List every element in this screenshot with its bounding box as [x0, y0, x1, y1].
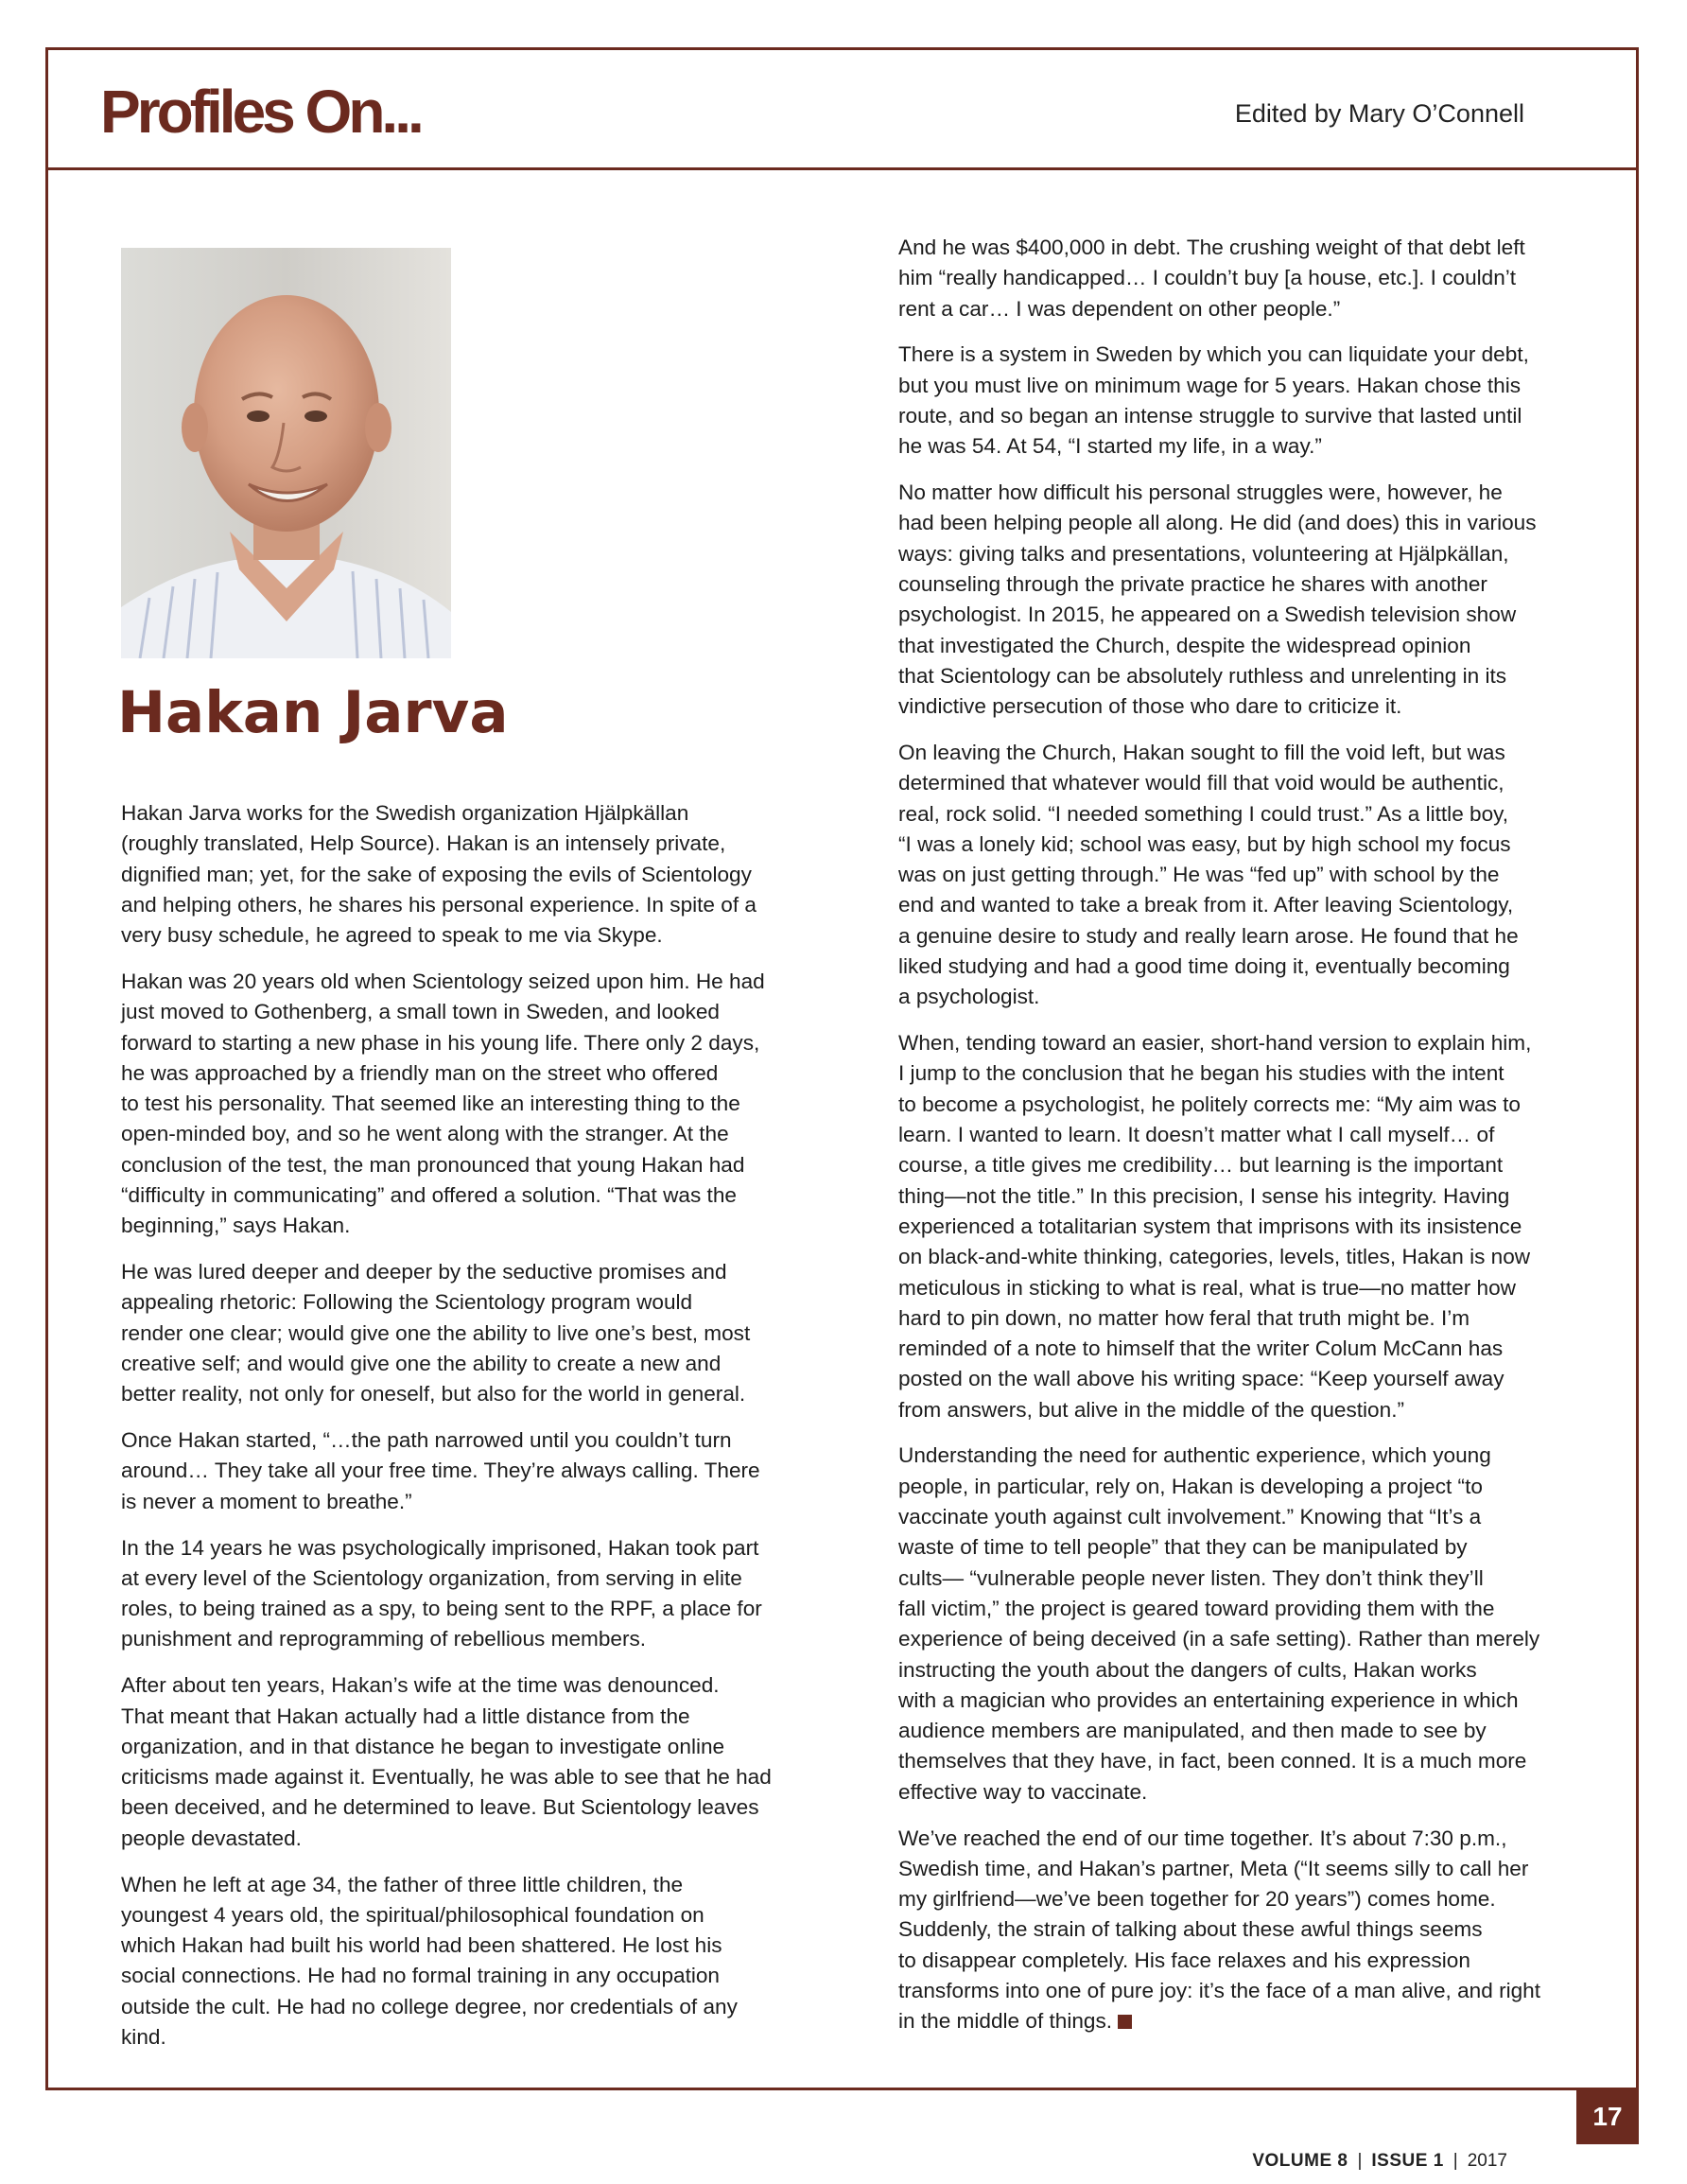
paragraph: In the 14 years he was psychologically imprisoned, Hakan took part at every level of the Scientology organization, from serving in elite roles, to being trained as a spy, to being sent to the RPF, a place for punishment and reprogramming of rebellious members. [121, 1535, 762, 1651]
page-number: 17 [1576, 2089, 1639, 2144]
paragraph-last-text: We’ve reached the end of our time together. It’s about 7:30 p.m., Swedish time, and Hakan’s partner, Meta (“It seems silly to call her my girlfriend—we’ve been together for 20 years”) comes home. Suddenly, the strain of talking about these awful things seems to disappear completely. His face relaxes and his expression transforms into one of pure joy: it’s the face of a man alive, and right in the middle of things. [898, 1826, 1541, 2034]
paragraph: And he was $400,000 in debt. The crushing weight of that debt left him “really handicapped… I couldn’t buy [a house, etc.]. I couldn’t rent a car… I was dependent on other people.” [898, 236, 1525, 321]
paragraph: After about ten years, Hakan’s wife at the time was denounced. That meant that Hakan actually had a little distance from the organization, and in that distance he began to investigate online criticisms made against it. Eventually, he was able to see that he had been deceived, and he determined to leave. But Scientology leaves people devastated. [121, 1673, 772, 1850]
paragraph: Hakan was 20 years old when Scientology seized upon him. He had just moved to Gothenberg, a small town in Sweden, and looked forward to starting a new phase in his young life. There only 2 days, he was approached by a friendly man on the street who offered to test his personality. That seemed like an interesting thing to the open-minded boy, and so he went along with the stranger. At the conclusion of the test, the man pronounced that young Hakan had “difficulty in communicating” and offered a solution. “That was the beginning,” says Hakan. [121, 969, 765, 1238]
footer-volume: VOLUME 8 [1252, 2151, 1348, 2171]
paragraph: Once Hakan started, “…the path narrowed until you couldn’t turn around… They take all your free time. They’re always calling. There is never a moment to breathe.” [121, 1428, 760, 1513]
paragraph: Hakan Jarva works for the Swedish organization Hjälpkällan (roughly translated, Help Source). Hakan is an intensely private, dignified man; yet, for the sake of exposing the evils of Scientology and helping others, he shares his personal experience. In spite of a very busy schedule, he agreed to speak to me via Skype. [121, 801, 757, 948]
paragraph: When he left at age 34, the father of three little children, the youngest 4 years old, the spiritual/philosophical foundation on which Hakan had built his world had been shattered. He lost his social connections. He had no formal training in any occupation outside the cult. He had no college degree, nor credentials of any kind. [121, 1872, 738, 2049]
paragraph: On leaving the Church, Hakan sought to fill the void left, but was determined that whatever would fill that void would be authentic, real, rock solid. “I needed something I could trust.” As a little boy, “I was a lonely kid; school was easy, but by high school my focus was on just getting through.” He was “fed up” with school by the end and wanted to take a break from it. After leaving Scientology, a genuine desire to study and really learn arose. He found that he liked studying and had a good time doing it, eventually becoming a psychologist. [898, 740, 1519, 1009]
footer-year: 2017 [1467, 2151, 1507, 2171]
paragraph: When, tending toward an easier, short-hand version to explain him, I jump to the conclusion that he began his studies with the intent to become a psychologist, he politely corrects me: “My aim was to learn. I wanted to learn. It doesn’t matter what I call myself… of course, a title gives me credibility… but learning is the important thing—not the title.” In this precision, I sense his integrity. Having experienced a totalitarian system that imprisons with its insistence on black-and-white thinking, categories, levels, titles, Hakan is now meticulous in sticking to what is real, what is true—no matter how hard to pin down, no matter how feral that truth might be. I’m reminded of a note to himself that the writer Colum McCann has posted on the wall above his writing space: “Keep yourself away from answers, but alive in the middle of the question.” [898, 1031, 1532, 1422]
portrait-photo [121, 248, 451, 658]
paragraph-last [898, 1824, 1584, 2037]
footer-issue-info [1252, 2150, 1507, 2173]
left-column [121, 798, 813, 2069]
footer-issue: ISSUE 1 [1371, 2151, 1444, 2171]
header-divider [45, 167, 1639, 170]
paragraph: There is a system in Sweden by which you can liquidate your debt, but you must live on minimum wage for 5 years. Hakan chose this route, and so began an intense struggle to survive that lasted until he was 54. At 54, “I started my life, in a way.” [898, 342, 1529, 459]
right-column [898, 233, 1584, 2053]
section-title: Profiles On... [100, 78, 421, 146]
paragraph: No matter how difficult his personal struggles were, however, he had been helping people all along. He did (and does) this in various ways: giving talks and presentations, volunteering at Hjälpkällan, counseling through the private practice he shares with another psychologist. In 2015, he appeared on a Swedish television show that investigated the Church, despite the widespread opinion that Scientology can be absolutely ruthless and unrelenting in its vindictive persecution of those who dare to criticize it. [898, 480, 1537, 719]
paragraph: He was lured deeper and deeper by the seductive promises and appealing rhetoric: Following the Scientology program would render one clear; would give one the ability to live one’s best, most creative self; and would give one the ability to create a new and better reality, not only for oneself, but also for the world in general. [121, 1260, 751, 1406]
footer-separator: | [1452, 2151, 1458, 2171]
footer-separator: | [1357, 2151, 1363, 2171]
end-of-article-mark [1118, 2015, 1132, 2029]
profile-name: Hakan Jarva [117, 679, 509, 746]
portrait-icon [121, 248, 451, 658]
editor-credit: Edited by Mary O’Connell [1234, 99, 1524, 128]
paragraph: Understanding the need for authentic experience, which young people, in particular, rely on, Hakan is developing a project “to vaccinate youth against cult involvement.” Knowing that “It’s a waste of time to tell people” that they can be manipulated by cults— “vulnerable people never listen. They don’t think they’ll fall victim,” the project is geared toward providing them with the experience of being deceived (in a safe setting). Rather than merely instructing the youth about the dangers of cults, Hakan works with a magician who provides an entertaining experience in which audience members are manipulated, and then made to see by themselves that they have, in fact, been conned. It is a much more effective way to vaccinate. [898, 1443, 1540, 1804]
